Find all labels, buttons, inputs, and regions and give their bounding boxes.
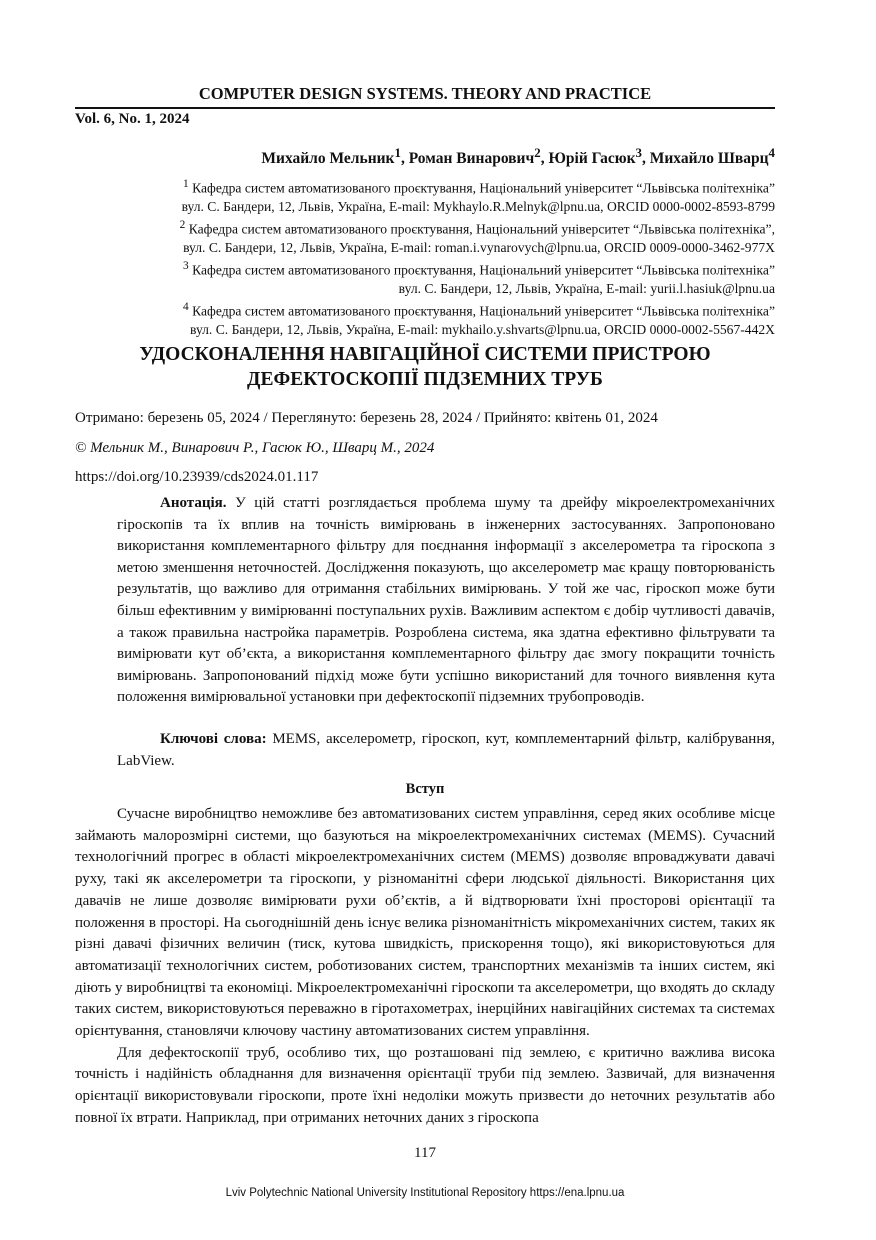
aff-address: вул. С. Бандери, 12, Львів, Україна, E-mail: mykhailo.y.shvarts@lpnu.ua, ORCID 0000-0002-5567-442X <box>190 321 775 337</box>
repository-footer: Lviv Polytechnic National University Institutional Repository https://ena.lpnu.ua <box>225 1187 625 1199</box>
author-name: Роман Винарович <box>408 150 535 168</box>
body-text <box>75 804 775 1130</box>
aff-sup: 3 <box>183 259 189 272</box>
affiliations <box>75 175 775 339</box>
paragraph: Сучасне виробництво неможливе без автоматизованих систем управління, серед яких особливе місце займають малорозмірні системи, що базуються на мікроелектромеханічних системах (MEMS). Сучасний технологічний прогрес в області мікроелектромеханічних систем (MEMS) дозволяє впроваджувати давачі руху, такі як акселерометри та гіроскопи, у різноманітні сфери людської діяльності. Використання цих давачів не лише дозволяє вимірювати рухи об’єктів, а й відтворювати їхні просторові орієнтації та положення в просторі. На сьогоднішній день існує велика різноманітність мікромеханічних систем, таких як різні давачі фізичних величин (тиск, кутова швидкість, прискорення тощо), які використовуються для автоматизації технологічних систем, роботизованих систем, транспортних механізмів та інших систем, які діють у виробництві та економіці. Мікроелектромеханічні гіроскопи та акселерометри, що входять до складу таких систем, використовуються переважно в гіротахометрах, інерційних навігаційних системах та системах орієнтування, становлячи ключову частину автоматизованих систем управління. <box>75 806 775 1040</box>
paper-title <box>75 342 775 392</box>
journal-title: COMPUTER DESIGN SYSTEMS. THEORY AND PRACTICE <box>198 84 652 103</box>
author-sup: 1 <box>394 145 401 160</box>
keywords-label: Ключові слова: <box>160 731 267 747</box>
doi-link[interactable]: https://doi.org/10.23939/cds2024.01.117 <box>75 469 319 485</box>
affiliation-line <box>75 280 775 298</box>
author-sup: 3 <box>635 145 642 160</box>
aff-text: Кафедра систем автоматизованого проєктування, Національний університет “Львівська політехніка” <box>192 180 775 196</box>
aff-address: вул. С. Бандери, 12, Львів, Україна, E-mail: Mykhaylo.R.Melnyk@lpnu.ua, ORCID 0000-0002-8593-8799 <box>181 198 775 214</box>
header-rule <box>75 107 775 109</box>
abstract <box>117 493 775 709</box>
copyright-line: © Мельник М., Винарович Р., Гасюк Ю., Шварц М., 2024 <box>75 440 435 456</box>
abstract-label: Анотація. <box>160 495 227 511</box>
affiliation-line <box>75 239 775 257</box>
keywords <box>117 729 775 772</box>
affiliation-line <box>75 198 775 216</box>
affiliation-line <box>75 298 775 321</box>
aff-address: вул. С. Бандери, 12, Львів, Україна, E-mail: yurii.l.hasiuk@lpnu.ua <box>398 280 775 296</box>
paragraph: Для дефектоскопії труб, особливо тих, що розташовані під землею, є критично важлива висока точність і надійність обладнання для визначення орієнтації труби під землею. Зазвичай, для визначення орієнтації використовували гіроскопи, проте їхні недоліки можуть призвести до неточних результатів або повної їх втрати. Наприклад, при отриманих неточних даних з гіроскопа <box>75 1044 775 1126</box>
author-name: Юрій Гасюк <box>548 150 636 168</box>
aff-text: Кафедра систем автоматизованого проєктування, Національний університет “Львівська політехніка”, <box>188 221 775 237</box>
aff-sup: 4 <box>183 300 189 313</box>
section-heading: Вступ <box>405 781 445 797</box>
affiliation-line <box>75 175 775 198</box>
title-line: ДЕФЕКТОСКОПІЇ ПІДЗЕМНИХ ТРУБ <box>247 369 603 390</box>
affiliation-line <box>75 257 775 280</box>
author-sup: 4 <box>768 145 775 160</box>
page-number: 117 <box>414 1145 436 1161</box>
title-line: УДОСКОНАЛЕННЯ НАВІГАЦІЙНОЇ СИСТЕМИ ПРИСТРОЮ <box>139 344 711 365</box>
aff-text: Кафедра систем автоматизованого проєктування, Національний університет “Львівська політехніка” <box>192 262 775 278</box>
affiliation-line <box>75 216 775 239</box>
aff-sup: 2 <box>179 218 186 231</box>
aff-text: Кафедра систем автоматизованого проєктування, Національний університет “Львівська політехніка” <box>192 303 775 319</box>
keywords-text: MEMS, акселерометр, гіроскоп, кут, комплементарний фільтр, калібрування, LabView. <box>117 731 775 769</box>
author-sup: 2 <box>534 145 541 160</box>
author-name: Михайло Шварц <box>649 150 769 168</box>
aff-address: вул. С. Бандери, 12, Львів, Україна, E-mail: roman.i.vynarovych@lpnu.ua, ORCID 0009-0000-3462-977X <box>183 239 775 255</box>
volume-info: Vol. 6, No. 1, 2024 <box>75 111 190 127</box>
author-name: Михайло Мельник <box>261 150 395 168</box>
affiliation-line <box>75 321 775 339</box>
dates-line: Отримано: березень 05, 2024 / Переглянуто: березень 28, 2024 / Прийнято: квітень 01, 2024 <box>75 410 658 426</box>
abstract-text: У цій статті розглядається проблема шуму та дрейфу мікроелектромеханічних гіроскопів та їх вплив на точність вимірювань в інженерних застосуваннях. Запропоновано використання комплементарного фільтру для поєднання інформації з акселерометра та гіроскопа з метою зменшення неточностей. Дослідження показують, що акселерометр має кращу повторюваність результатів, що важливо для отримання стабільних вимірювань. У той же час, гіроскоп може бути більш ефективним у вимірюванні поступальних рухів. Важливим аспектом є добір чутливості давачів, а також правильна настройка параметрів. Розроблена система, яка здатна ефективно фільтрувати та вимірювати кут об’єкта, а використання комплементарного фільтру дає змогу покращити точність вимірювань. Запропонований підхід може бути успішно використаний для точного виявлення кута положення вимірювальної установки при дефектоскопії підземних трубопроводів. <box>117 495 775 706</box>
aff-sup: 1 <box>183 178 189 190</box>
author-list: Михайло Мельник$^1$, Роман Винарович$^2$, Юрій Гасюк$^3$, Михайло Шварц$^4$ <box>261 145 775 168</box>
